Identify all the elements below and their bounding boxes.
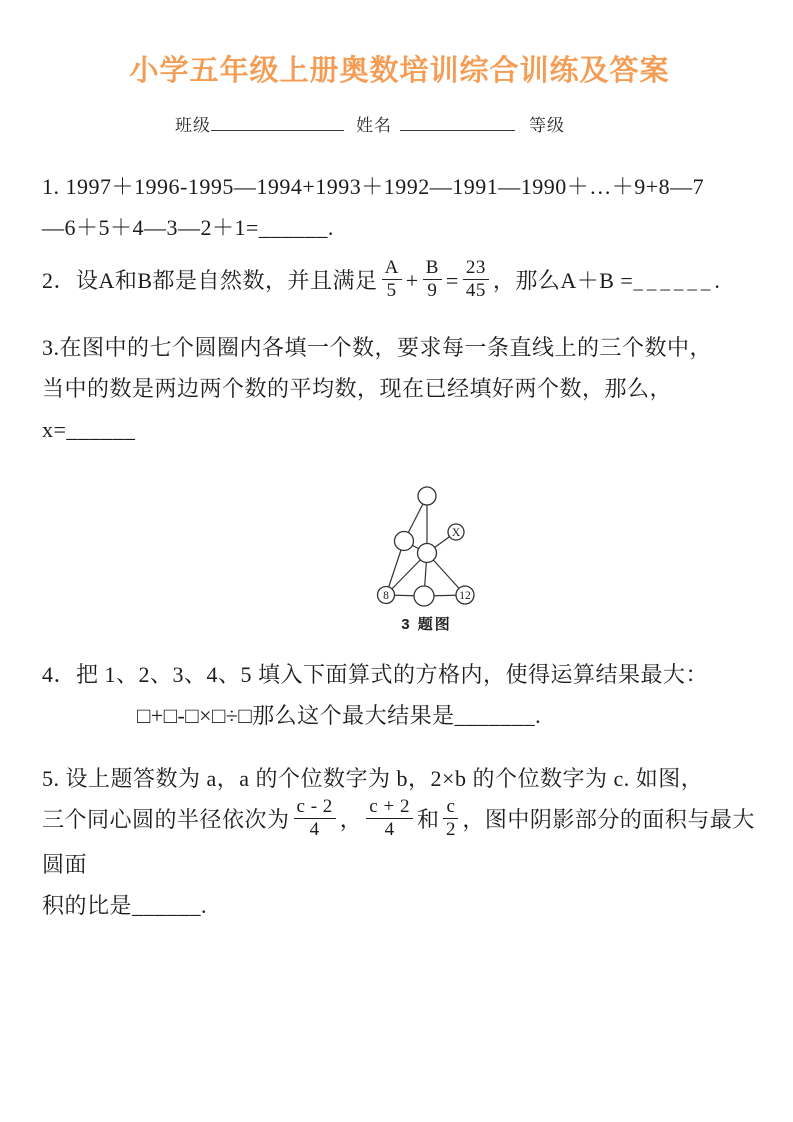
problem-2-suffix: ，那么A＋B = bbox=[492, 268, 634, 293]
figure-caption: 3 题图 bbox=[401, 615, 452, 633]
fraction-c-minus-2-over-4: $\frac{c - 2}{4}$ bbox=[294, 797, 336, 841]
fraction-23-over-45: $\frac{23}{45}$ bbox=[463, 258, 489, 302]
graph-node-circle bbox=[394, 531, 413, 550]
graph-node-label: 8 bbox=[382, 589, 389, 602]
fraction-c-plus-2-over-4: $\frac{c + 2}{4}$ bbox=[366, 797, 413, 841]
problem-1-line2: —6＋5＋4—3—2＋1= bbox=[42, 215, 259, 240]
and-separator: 和 bbox=[416, 806, 440, 832]
problem-5-answer-blank: ______ bbox=[132, 892, 202, 918]
problem-1 bbox=[42, 166, 757, 248]
class-label: 班级 bbox=[175, 116, 211, 135]
plus-operator: + bbox=[405, 268, 419, 293]
graph-node-circle bbox=[417, 543, 436, 562]
fraction-c-over-2: $\frac{c}{2}$ bbox=[443, 797, 458, 841]
problem-5-period: . bbox=[201, 892, 208, 918]
problem-1-answer-blank: ______. bbox=[258, 215, 334, 240]
fraction-b-over-9: $\frac{B}{9}$ bbox=[423, 258, 442, 302]
problem-2-period: . bbox=[714, 268, 721, 293]
problem-3 bbox=[42, 327, 757, 450]
problem-4-line1: 4．把 1、2、3、4、5 填入下面算式的方格内，使得运算结果最大： bbox=[42, 661, 709, 687]
problem-5-line2-suffix: ，图中阴影部分的面积与最大圆面 bbox=[42, 806, 755, 877]
fraction-a-over-5: $\frac{A}{5}$ bbox=[382, 258, 402, 302]
page-title: 小学五年级上册奥数培训综合训练及答案 bbox=[129, 55, 670, 87]
problem-4-expression: □+□-□×□÷□那么这个最大结果是_______. bbox=[137, 702, 542, 728]
name-blank-line bbox=[400, 115, 515, 131]
graph-node-circle bbox=[414, 586, 434, 606]
problem-4 bbox=[42, 654, 757, 736]
problem-2-text: 2．设A和B都是自然数，并且满足 bbox=[42, 268, 378, 293]
problem-5-line1: 5. 设上题答数为 a，a 的个位数字为 b，2×b 的个位数字为 c. 如图， bbox=[42, 765, 704, 791]
class-blank-line bbox=[211, 115, 344, 131]
problem-2-answer-blank: ______ bbox=[633, 272, 715, 293]
problem-3-figure bbox=[347, 470, 507, 634]
problem-2 bbox=[42, 256, 757, 305]
problem-4-answer-blank: _______. bbox=[454, 702, 542, 728]
grade-label: 等级 bbox=[529, 116, 565, 135]
problem-3-line2: 当中的数是两边两个数的平均数，现在已经填好两个数，那么， bbox=[42, 375, 673, 401]
problem-5-line2-prefix: 三个同心圆的半径依次为 bbox=[42, 806, 290, 832]
name-label: 姓名 bbox=[356, 116, 392, 135]
student-info-line bbox=[175, 111, 757, 136]
graph-node-label: 12 bbox=[458, 589, 471, 602]
comma-separator: ， bbox=[339, 806, 363, 832]
graph-node-label: X bbox=[451, 526, 460, 539]
problem-5-line3: 积的比是 bbox=[42, 892, 133, 918]
problem3-figure-svg bbox=[352, 470, 502, 610]
problem-1-line1: 1. 1997＋1996-1995—1994+1993＋1992—1991—1990＋…＋9+8—7 bbox=[42, 174, 705, 199]
graph-node-circle bbox=[418, 487, 436, 505]
problem-5 bbox=[42, 758, 757, 926]
problem-3-answer-blank: ______ bbox=[66, 416, 136, 442]
problem-3-line1: 3.在图中的七个圆圈内各填一个数，要求每一条直线上的三个数中， bbox=[42, 334, 713, 360]
equals-operator: = bbox=[445, 268, 459, 293]
problem-3-line3: x= bbox=[42, 416, 67, 442]
